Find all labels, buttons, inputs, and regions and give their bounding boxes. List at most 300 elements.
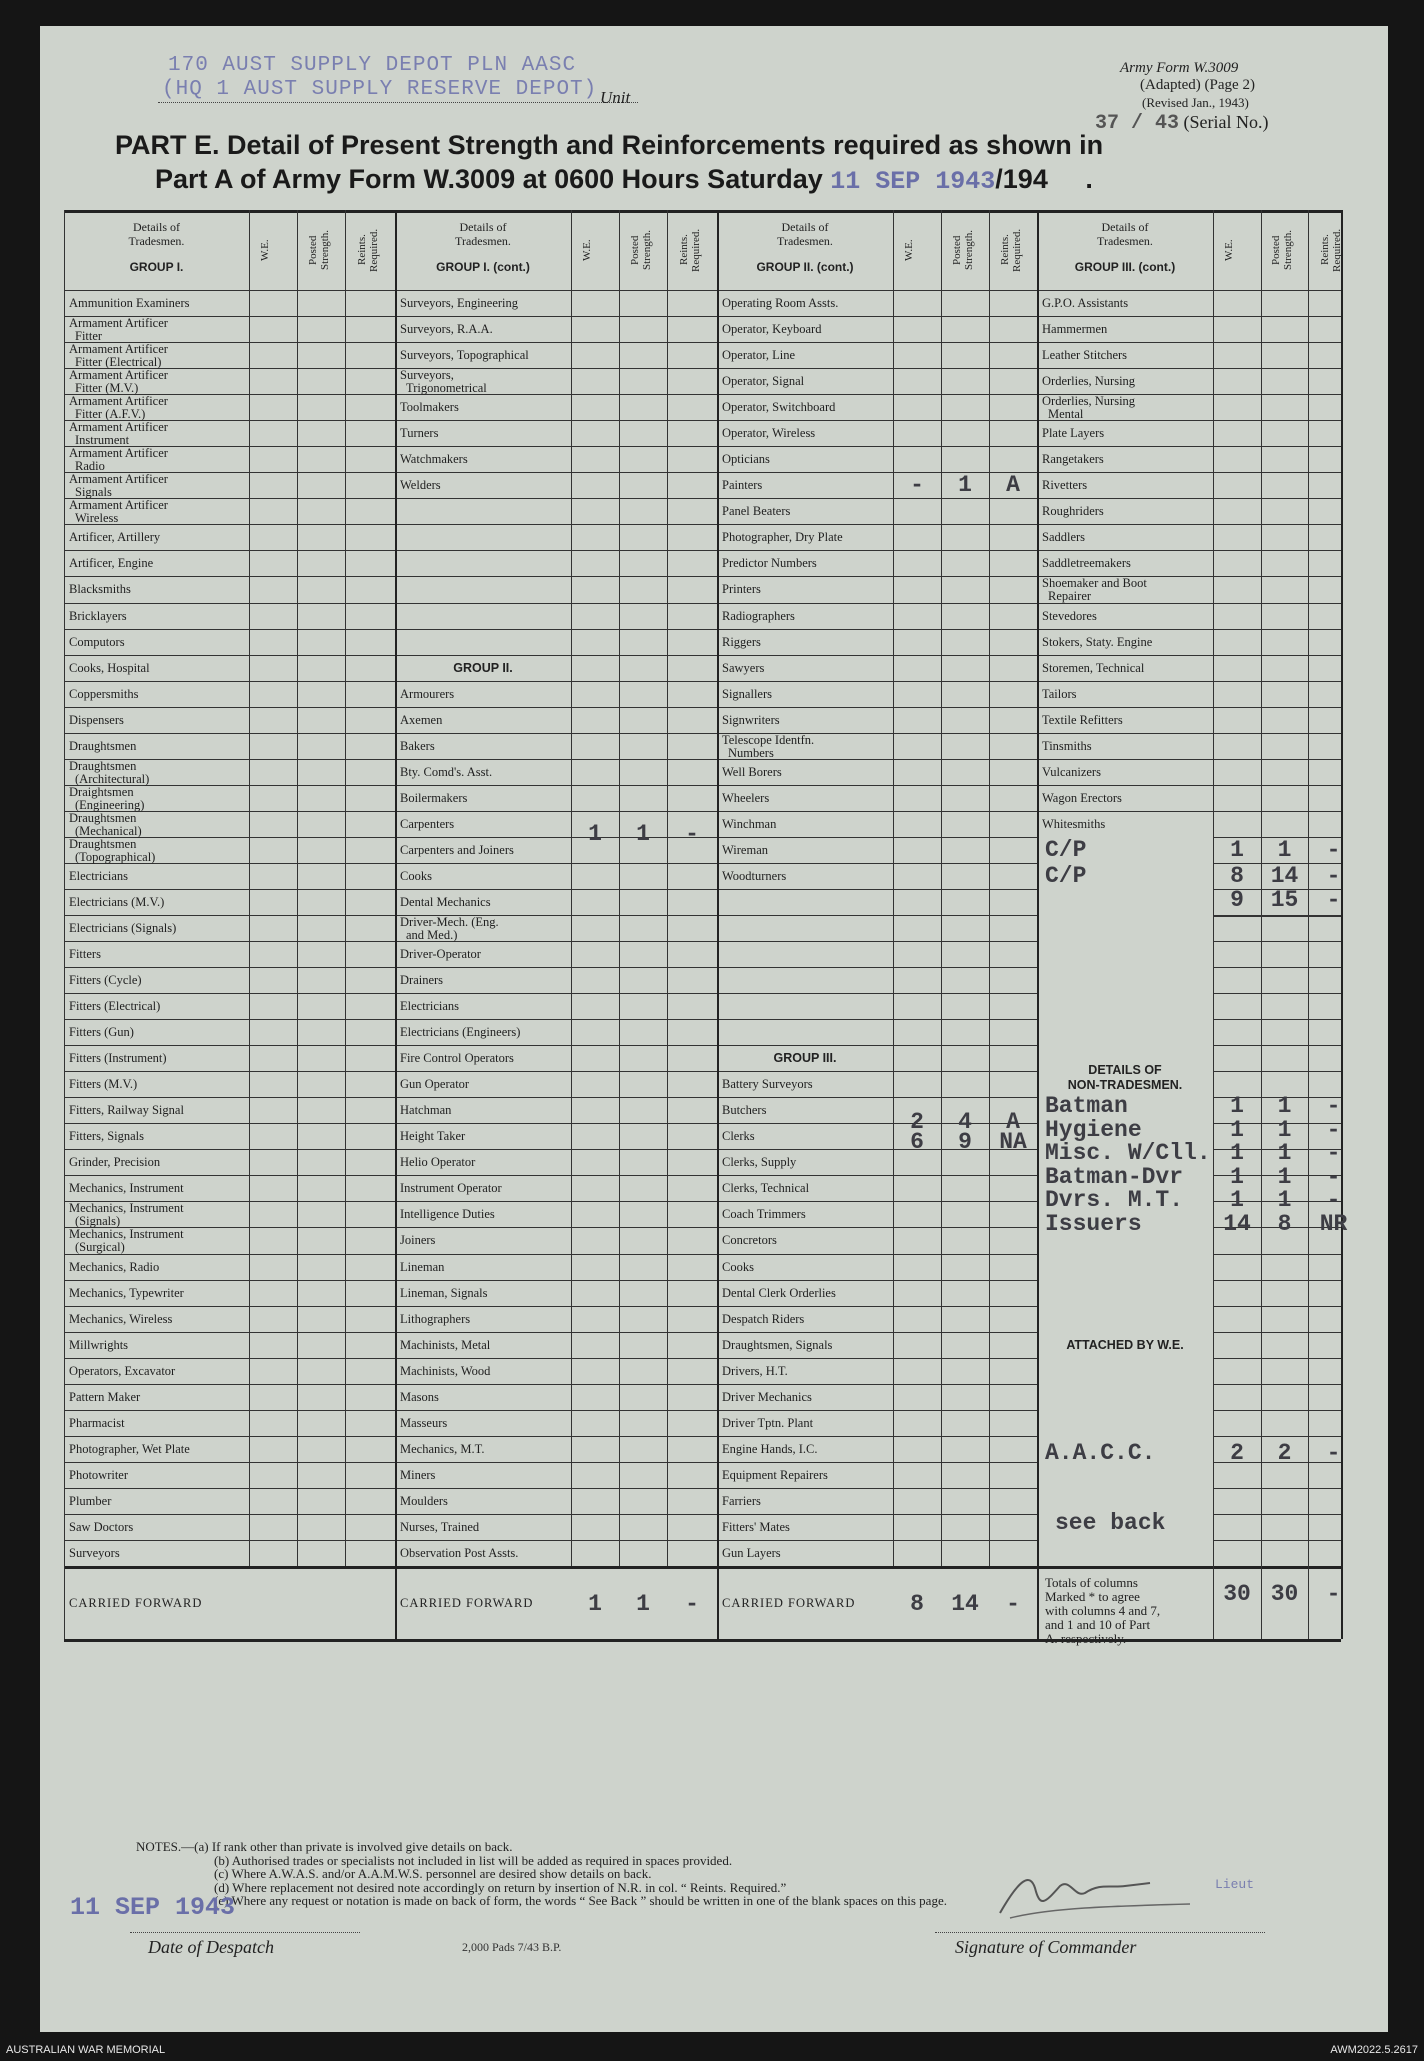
non-tradesman-row-posted: 1 [1277, 1116, 1292, 1143]
trade-row-label [1042, 395, 1135, 421]
row-rule [64, 1436, 1037, 1437]
note-c: (c) Where A.W.A.S. and/or A.A.M.W.S. personnel are desired show details on back. [214, 1866, 652, 1881]
trade-row-label: Dental Mechanics [400, 894, 491, 909]
row-rule [64, 1514, 1037, 1515]
row-rule [64, 707, 1341, 708]
row-rule [64, 1384, 1037, 1385]
row-rule [1213, 967, 1341, 968]
trade-row-label [69, 317, 168, 343]
trade-row-label: Electricians (Engineers) [400, 1025, 521, 1040]
row-rule [64, 420, 1341, 421]
form-ref-line3: (Revised Jan., 1943) [1142, 95, 1249, 110]
trade-row-label [400, 916, 499, 942]
trade-row-label: Gun Operator [400, 1077, 470, 1092]
non-tradesman-row-label: Batman [1045, 1093, 1128, 1120]
carried-forward-group2-reints: - [685, 1591, 699, 1617]
trade-row-label: Driver Tptn. Plant [722, 1415, 814, 1430]
trade-row-label: Surveyors [69, 1545, 120, 1560]
page-title [115, 128, 1315, 199]
trade-row-label: Wireman [722, 842, 769, 857]
non-tradesman-row-label: Batman-Dvr [1045, 1163, 1184, 1190]
trade-row-label: Rivetters [1042, 478, 1088, 493]
non-tradesman-row-posted: 1 [1277, 1187, 1292, 1214]
block-1-we-divider [249, 210, 250, 1566]
row-rule [64, 837, 1037, 838]
cp-row-2-we: 8 [1230, 862, 1244, 889]
form-ref-line1: Army Form W.3009 [1120, 60, 1239, 76]
block-4-we-divider [1213, 210, 1214, 1639]
trade-row-label: Butchers [722, 1103, 767, 1118]
row-rule [64, 498, 1341, 499]
trade-row-label: Hammermen [1042, 322, 1108, 336]
trade-label-line2: Signals [75, 485, 112, 500]
trade-label-line2: Fitter [75, 329, 103, 343]
cp-row-1-posted: 1 [1277, 836, 1292, 863]
trade-row-label: Masseurs [400, 1415, 448, 1430]
trade-row-label: Well Borers [722, 764, 782, 779]
trade-row-label: Plumber [69, 1493, 112, 1508]
trade-label-line2: Repairer [1048, 589, 1092, 604]
trade-row-label: Computors [69, 634, 125, 649]
non-tradesman-row-label: Misc. W/Cll. [1045, 1140, 1211, 1167]
trade-label-line1: Armament Artificer [69, 316, 168, 330]
trade-row-label: Electricians [69, 868, 128, 883]
title-line2: Part A of Army Form W.3009 at 0600 Hours Saturday [155, 164, 823, 194]
note-a: NOTES.—(a) If rank other than private is involved give details on back. [136, 1839, 513, 1854]
non-tradesman-row-posted: 8 [1277, 1210, 1292, 1237]
non-tradesmen-heading-line1: DETAILS OF [1088, 1063, 1162, 1078]
note-b: (b) Authorised trades or specialists not included in list will be added as required in spaces provided. [214, 1852, 733, 1868]
header-posted-1: Posted Strength. [307, 229, 331, 271]
trade-row-label: Printers [722, 582, 761, 597]
header-posted-4: Posted Strength. [1270, 229, 1294, 271]
totals-note-line: A. respectively. [1045, 1631, 1127, 1646]
trade-row-label: Radiographers [722, 608, 795, 623]
row-rule [1213, 1358, 1341, 1359]
non-tradesman-row-label: Issuers [1045, 1210, 1142, 1237]
trade-row-label [69, 421, 168, 447]
trade-row-label: Operator, Line [722, 348, 796, 363]
header-details-4 [1037, 220, 1213, 274]
trade-row-label: Bty. Comd's. Asst. [400, 764, 493, 779]
header-details-of: Details of [133, 220, 180, 234]
row-rule [1213, 993, 1341, 994]
serial-value: 37 / 43 [1095, 112, 1180, 135]
row-rule [1213, 1280, 1341, 1281]
trade-label-line2: Instrument [75, 433, 130, 448]
trade-row-label: Operators, Excavator [69, 1363, 176, 1378]
header-reints-1: Reints. Required. [356, 228, 380, 272]
cp-total-rule [1213, 915, 1341, 917]
cp-total-reints: - [1326, 886, 1341, 913]
trade-row-label: Electricians [400, 999, 459, 1014]
trade-label-line1: Draughtsmen [69, 836, 137, 851]
trade-row-label: Fire Control Operators [400, 1051, 514, 1066]
non-tradesman-row-posted: 1 [1277, 1140, 1292, 1167]
trade-label-line1: Draightsmen [69, 784, 134, 799]
trade-row-label: Sawyers [722, 660, 765, 675]
header-group-label [1037, 260, 1213, 274]
header-posted-2: Posted Strength. [629, 229, 653, 271]
header-group-text: GROUP III. (cont.) [1074, 260, 1176, 274]
trade-row-label: Textile Refitters [1042, 712, 1123, 727]
butchers-entry-reints: A [1006, 1109, 1020, 1136]
trade-row-label: Welders [400, 478, 441, 493]
trade-row-label: Joiners [400, 1233, 436, 1248]
serial-label: (Serial No.) [1183, 112, 1269, 132]
trade-row-label: Cooks [722, 1259, 754, 1274]
trade-row-label: Cooks, Hospital [69, 660, 150, 675]
trade-row-label: Operator, Keyboard [722, 322, 822, 336]
note-d: (d) Where replacement not desired note accordingly on return by insertion of N.R. in col. “ Reints. Required.” [214, 1879, 787, 1895]
carried-forward-label: CARRIED FORWARD [400, 1596, 534, 1610]
print-reference: 2,000 Pads 7/43 B.P. [462, 1940, 562, 1954]
row-rule [64, 993, 1037, 994]
trade-row-label [69, 395, 168, 421]
trade-row-label [69, 838, 155, 864]
trade-label-line1: Draughtsmen [69, 758, 137, 773]
row-rule [64, 1488, 1037, 1489]
attached-heading: ATTACHED BY W.E. [1066, 1337, 1184, 1352]
trade-row-label: Dental Clerk Orderlies [722, 1285, 836, 1300]
trade-label-line2: and Med.) [406, 928, 458, 942]
header-group-text: GROUP II. (cont.) [756, 260, 854, 274]
trade-row-label: G.P.O. Assistants [1042, 296, 1129, 310]
block-2-we-divider [571, 210, 572, 1566]
non-tradesman-row-posted: 1 [1277, 1163, 1292, 1190]
trade-row-label: Tinsmiths [1042, 738, 1092, 753]
carried-forward-group2-posted: 1 [636, 1591, 650, 1617]
trade-row-label: Clerks, Supply [722, 1155, 797, 1170]
block-2-posted-divider [619, 210, 620, 1566]
unit-stamp-line1: 170 AUST SUPPLY DEPOT PLN AASC [168, 54, 577, 77]
block-3-reints-divider [989, 210, 990, 1566]
row-rule [64, 603, 1341, 604]
block-1-left-border [64, 210, 65, 1639]
carried-forward-group3-posted: 14 [951, 1591, 979, 1617]
trade-row-label: Electricians (Signals) [69, 921, 177, 935]
attached-row-label: A.A.C.C. [1045, 1439, 1156, 1466]
non-tradesman-row-we: 1 [1230, 1093, 1244, 1120]
trade-label-line1: Armament Artificer [69, 394, 168, 409]
trade-label-line2: Trigonometrical [406, 381, 487, 396]
trade-row-label: Fitters, Signals [69, 1129, 145, 1144]
despatch-line [130, 1932, 360, 1933]
block-4-posted-divider [1261, 210, 1262, 1639]
totals-note-line: and 1 and 10 of Part [1045, 1617, 1151, 1632]
trade-label-line2: Fitter (Electrical) [75, 355, 162, 370]
row-rule [64, 1358, 1037, 1359]
trade-row-label: Predictor Numbers [722, 556, 817, 571]
attached-row-reints: - [1326, 1439, 1341, 1466]
row-rule [64, 1097, 1037, 1098]
row-rule [64, 1227, 1037, 1228]
trade-row-label: Saddlers [1042, 530, 1086, 545]
trade-row-label: Watchmakers [400, 452, 468, 467]
non-tradesman-row-reints: NR [1319, 1210, 1348, 1237]
row-rule [64, 1045, 1037, 1046]
header-we-4: W.E. [1223, 239, 1235, 261]
trade-row-label [69, 812, 142, 838]
row-rule [64, 550, 1341, 551]
cp-total-posted: 15 [1270, 886, 1299, 913]
carried-forward-group3-reints: - [1006, 1591, 1020, 1617]
row-rule [64, 1201, 1037, 1202]
form-reference [1120, 60, 1255, 111]
trade-row-label: Battery Surveyors [722, 1077, 813, 1092]
row-rule [1213, 1410, 1341, 1411]
trade-row-label: Mechanics, Wireless [69, 1311, 173, 1326]
trade-label-line2: Fitter (A.F.V.) [75, 407, 146, 422]
block-2-reints-divider [667, 210, 668, 1566]
row-rule [64, 342, 1341, 343]
non-tradesman-row-reints: - [1326, 1187, 1341, 1214]
table-right-border [1341, 210, 1343, 1639]
trade-label-line1: Armament Artificer [69, 368, 168, 383]
trade-row-label [69, 473, 168, 499]
grand-total-posted: 30 [1270, 1581, 1299, 1607]
butchers-entry-we: 2 [910, 1109, 924, 1136]
non-tradesman-row-reints: - [1326, 1093, 1341, 1120]
painters-entry-posted: 1 [958, 472, 972, 499]
trade-row-label: Signwriters [722, 712, 780, 727]
trade-row-label: Electricians (M.V.) [69, 894, 165, 909]
header-we-3: W.E. [903, 239, 915, 261]
trade-row-label: Carpenters and Joiners [400, 842, 514, 857]
notes [136, 1840, 947, 1908]
totals-note-line: with columns 4 and 7, [1045, 1603, 1161, 1618]
header-details-3 [717, 220, 893, 274]
trade-row-label: Coach Trimmers [722, 1207, 806, 1222]
trade-row-label: Vulcanizers [1042, 764, 1101, 779]
header-details-of: Details of [1101, 220, 1149, 234]
cp-row-1-label: C/P [1045, 836, 1087, 863]
non-tradesman-row-posted: 1 [1277, 1093, 1292, 1120]
trade-row-label: Fitters (Gun) [69, 1025, 134, 1040]
non-tradesman-row-we: 1 [1230, 1140, 1244, 1167]
see-back-note: see back [1055, 1509, 1166, 1536]
trade-row-label: Axemen [400, 712, 443, 727]
trade-row-label: Orderlies, Nursing [1042, 374, 1136, 389]
trade-row-label: Driver-Operator [400, 947, 481, 961]
row-rule [64, 1410, 1037, 1411]
cp-row-1-reints: - [1326, 836, 1341, 863]
header-tradesmen: Tradesmen. [777, 234, 833, 248]
totals-note [1045, 1576, 1160, 1646]
trade-label-line1: Draughtsmen [69, 810, 137, 825]
archive-credit: AUSTRALIAN WAR MEMORIAL [6, 2044, 166, 2056]
trade-row-label [69, 369, 168, 395]
trade-row-label: Mechanics, M.T. [400, 1441, 485, 1456]
trade-row-label: Fitters (Instrument) [69, 1051, 167, 1066]
date-of-despatch-label: Date of Despatch [148, 1937, 274, 1957]
trade-row-label: Despatch Riders [722, 1311, 805, 1326]
non-tradesman-row-we: 14 [1223, 1210, 1251, 1237]
trade-row-label: Photowriter [69, 1467, 129, 1482]
trade-row-label: Painters [722, 478, 763, 493]
trade-label-line1: Mechanics, Instrument [69, 1227, 184, 1242]
group-heading: GROUP II. [453, 660, 513, 675]
header-details-2 [395, 220, 571, 274]
trade-row-label [69, 786, 144, 812]
carried-forward-label: CARRIED FORWARD [69, 1596, 203, 1610]
trade-label-line2: (Engineering) [75, 797, 145, 812]
trade-row-label: Fitters (Electrical) [69, 999, 161, 1014]
trade-label-line2: (Surgical) [75, 1240, 125, 1255]
trade-row-label: Woodturners [722, 868, 787, 883]
form-ref-line2: (Adapted) (Page 2) [1140, 77, 1255, 93]
despatch-date-stamp: 11 SEP 1943 [70, 1893, 236, 1922]
title-year: /194 [995, 164, 1048, 194]
trade-row-label: Turners [400, 426, 439, 441]
trade-label-line2: Numbers [728, 745, 774, 760]
clerks-entry-reints: NA [999, 1129, 1027, 1156]
trade-row-label: Stokers, Staty. Engine [1042, 634, 1153, 649]
trade-row-label: Roughriders [1042, 504, 1104, 519]
trade-row-label [69, 1202, 184, 1228]
painters-entry-reints: A [1006, 472, 1020, 499]
row-rule [64, 1306, 1037, 1307]
trade-row-label: Panel Beaters [722, 504, 791, 519]
row-rule [64, 1123, 1037, 1124]
trade-row-label: Riggers [722, 634, 761, 649]
table-top-border [64, 210, 1341, 213]
trade-row-label: Operator, Wireless [722, 426, 816, 441]
trade-row-label: Lithographers [400, 1311, 471, 1326]
trade-row-label: Saw Doctors [69, 1519, 134, 1534]
trade-row-label: Surveyors, Topographical [400, 348, 529, 363]
trade-row-label: Boilermakers [400, 790, 468, 805]
header-tradesmen: Tradesmen. [128, 234, 185, 248]
title-line1: PART E. Detail of Present Strength and Reinforcements required as shown in [115, 130, 1104, 160]
trade-row-label: Grinder, Precision [69, 1155, 161, 1170]
row-rule [64, 941, 1037, 942]
trade-label-line1: Armament Artificer [69, 472, 168, 487]
trade-row-label: Bakers [400, 738, 435, 753]
trade-row-label: Gun Layers [722, 1545, 781, 1560]
trade-row-label: Saddletreemakers [1042, 556, 1131, 571]
note-e: (e) Where any request or notation is made on back of form, the words “ See Back ” should be written in one of the blank spaces on this page. [214, 1893, 947, 1908]
row-rule [1213, 1384, 1341, 1385]
trade-row-label: Operator, Switchboard [722, 400, 836, 415]
block-2-left-border [395, 210, 397, 1639]
trade-row-label: Wagon Erectors [1042, 790, 1122, 805]
trade-row-label [400, 369, 487, 395]
trade-label-line2: (Signals) [75, 1214, 121, 1229]
row-rule [1213, 1071, 1341, 1072]
non-tradesman-row-reints: - [1326, 1163, 1341, 1190]
trade-label-line1: Orderlies, Nursing [1042, 394, 1136, 409]
trade-row-label: Surveyors, Engineering [400, 296, 519, 310]
trade-row-label [69, 1228, 184, 1254]
trade-row-label: Helio Operator [400, 1155, 476, 1170]
trade-row-label: Surveyors, R.A.A. [400, 322, 493, 336]
row-rule [64, 472, 1341, 473]
trade-row-label: Miners [400, 1467, 436, 1482]
trade-row-label: Photographer, Wet Plate [69, 1441, 190, 1456]
trade-label-line1: Telescope Identfn. [722, 732, 815, 747]
carried-forward-group3-we: 8 [910, 1591, 924, 1617]
block-3-left-border [717, 210, 719, 1639]
block-1-reints-divider [345, 210, 346, 1566]
non-tradesman-row-we: 1 [1230, 1163, 1244, 1190]
grand-total-we: 30 [1223, 1581, 1251, 1607]
trade-row-label: Artificer, Artillery [69, 530, 161, 545]
cp-row-1-we: 1 [1230, 836, 1244, 863]
trade-label-line2: (Mechanical) [75, 823, 142, 838]
trade-row-label [69, 760, 149, 786]
carpenters-entry-posted: 1 [636, 820, 650, 847]
trade-row-label: Whitesmiths [1042, 816, 1106, 831]
header-details-1 [64, 220, 249, 274]
carpenters-entry-we: 1 [588, 820, 602, 847]
trade-row-label: Millwrights [69, 1337, 129, 1352]
row-rule [64, 733, 1341, 734]
header-we-2: W.E. [581, 239, 593, 261]
non-tradesman-row-reints: - [1326, 1116, 1341, 1143]
trade-label-line1: Mechanics, Instrument [69, 1201, 184, 1216]
header-tradesmen: Tradesmen. [1097, 234, 1153, 248]
trade-row-label: Engine Hands, I.C. [722, 1441, 818, 1456]
row-rule [64, 1462, 1037, 1463]
row-rule [64, 1071, 1037, 1072]
trade-label-line2: Mental [1048, 407, 1084, 422]
row-rule [64, 655, 1341, 656]
row-rule [1213, 1254, 1341, 1255]
signature-caption: Signature of Commander [955, 1937, 1137, 1957]
trade-row-label: Bricklayers [69, 608, 127, 623]
row-rule [64, 524, 1341, 525]
row-rule [64, 889, 1037, 890]
trade-row-label: Clerks [722, 1129, 755, 1144]
row-rule [64, 785, 1341, 786]
header-details-of: Details of [459, 220, 507, 234]
non-tradesman-row-label: Dvrs. M.T. [1045, 1187, 1184, 1214]
cp-row-2-posted: 14 [1270, 862, 1299, 889]
trade-row-label: Mechanics, Instrument [69, 1181, 184, 1196]
header-group-text: GROUP I. [129, 260, 184, 274]
row-rule [1213, 941, 1341, 942]
non-tradesmen-heading [1037, 1063, 1213, 1093]
row-rule [64, 576, 1341, 577]
header-group-label [395, 260, 571, 274]
row-rule [64, 316, 1341, 317]
trade-label-line2: (Topographical) [75, 849, 156, 864]
row-rule [64, 681, 1341, 682]
grand-total-reints: - [1326, 1581, 1341, 1607]
trade-label-line1: Armament Artificer [69, 446, 168, 461]
non-tradesman-row-we: 1 [1230, 1187, 1244, 1214]
cp-total-we: 9 [1230, 886, 1244, 913]
trade-row-label: Pharmacist [69, 1415, 125, 1430]
clerks-entry-posted: 9 [958, 1129, 972, 1156]
trade-row-label: Machinists, Wood [400, 1363, 491, 1378]
row-rule [64, 1149, 1037, 1150]
row-rule [1213, 1514, 1341, 1515]
row-rule [64, 446, 1341, 447]
trade-row-label: Operating Room Assts. [722, 296, 839, 310]
trade-row-label: Lineman [400, 1259, 445, 1274]
trade-row-label: Draughtsmen [69, 738, 137, 753]
cp-row-2-reints: - [1326, 862, 1341, 889]
trade-row-label: Leather Stitchers [1042, 348, 1128, 363]
row-rule [64, 629, 1341, 630]
trade-row-label: Masons [400, 1389, 439, 1404]
trade-label-line2: Fitter (M.V.) [75, 381, 139, 396]
trade-row-label: Equipment Repairers [722, 1467, 828, 1482]
header-rule [64, 290, 1341, 291]
trade-row-label: Armourers [400, 686, 455, 701]
